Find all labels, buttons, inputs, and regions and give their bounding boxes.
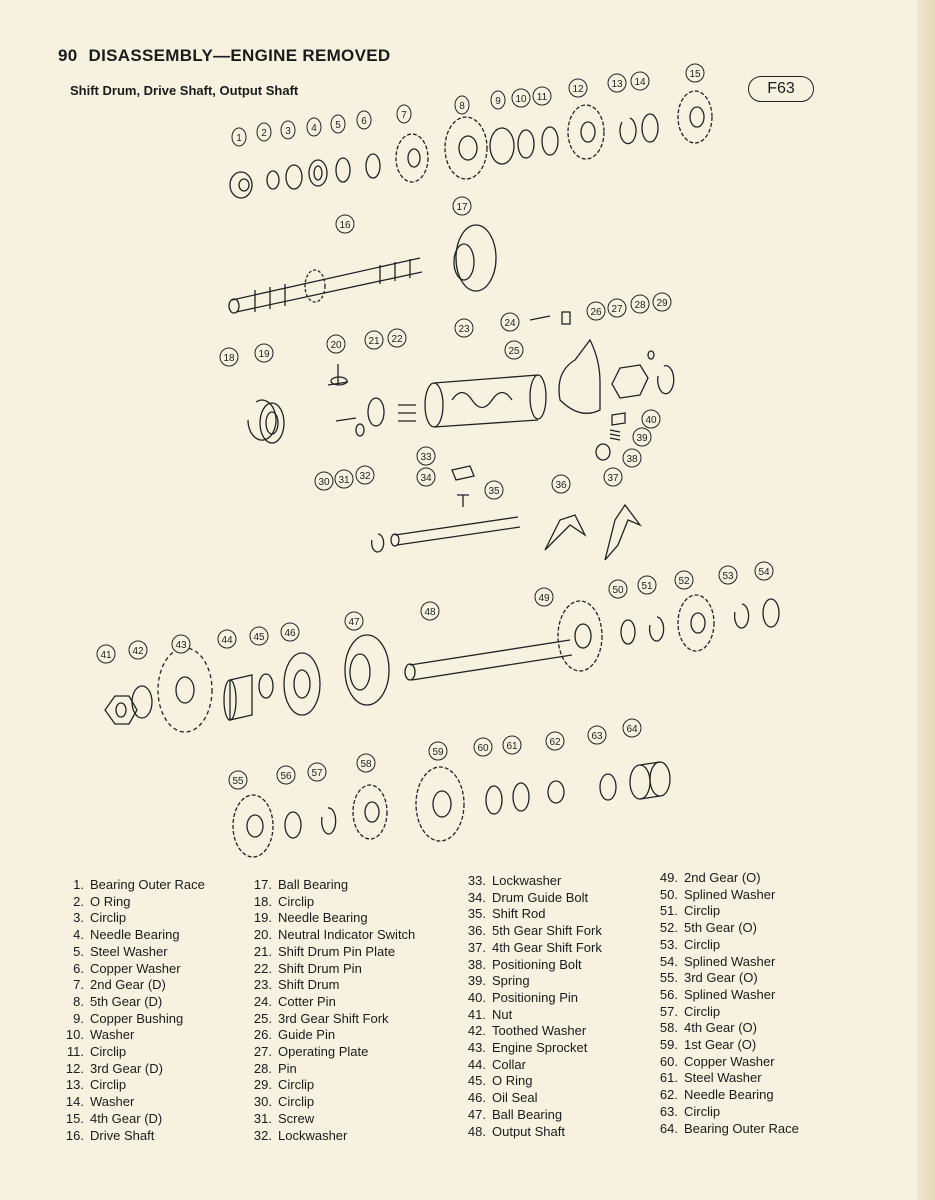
parts-drawing (105, 91, 779, 857)
legend-item: 22. Shift Drum Pin (253, 960, 362, 976)
svg-text:63: 63 (591, 731, 603, 742)
legend-item: 45. O Ring (467, 1073, 533, 1089)
legend-item: 20. Neutral Indicator Switch (253, 927, 416, 943)
svg-text:33: 33 (420, 452, 432, 463)
callout-60 (474, 738, 492, 756)
callout-58 (357, 754, 375, 772)
callout-55 (229, 771, 247, 789)
callout-19 (255, 344, 273, 362)
legend-item: 39. Spring (467, 973, 530, 989)
callout-49 (535, 588, 553, 606)
legend-item: 32. Lockwasher (253, 1127, 348, 1143)
callout-37 (604, 468, 622, 486)
legend-item: 43. Engine Sprocket (467, 1040, 588, 1056)
legend-item: 8. 5th Gear (D) (73, 993, 163, 1009)
callout-4 (307, 118, 321, 136)
svg-text:34: 34 (420, 473, 432, 484)
svg-text:46: 46 (284, 628, 296, 639)
legend-item: 38. Positioning Bolt (467, 956, 582, 972)
svg-text:38: 38 (626, 454, 638, 465)
figure-subtitle: Shift Drum, Drive Shaft, Output Shaft (70, 83, 299, 98)
callout-50 (609, 580, 627, 598)
legend-item: 27. Operating Plate (253, 1044, 369, 1060)
page-title: DISASSEMBLY—ENGINE REMOVED (88, 46, 391, 65)
legend-item: 62. Needle Bearing (659, 1087, 774, 1103)
callout-10 (512, 89, 530, 107)
svg-text:55: 55 (232, 776, 244, 787)
callout-1 (232, 128, 246, 146)
svg-text:62: 62 (549, 737, 561, 748)
legend-item: 4. Needle Bearing (73, 927, 180, 943)
callout-13 (608, 74, 626, 92)
legend-item: 33. Lockwasher (467, 873, 562, 888)
callout-8 (455, 96, 469, 114)
svg-text:9: 9 (495, 96, 501, 107)
callout-45 (250, 627, 268, 645)
callout-32 (356, 466, 374, 484)
svg-text:59: 59 (432, 747, 444, 758)
svg-text:43: 43 (175, 640, 187, 651)
svg-text:30: 30 (318, 477, 330, 488)
callout-48 (421, 602, 439, 620)
svg-text:17: 17 (456, 202, 468, 213)
callout-20 (327, 335, 345, 353)
legend-item: 56. Splined Washer (659, 986, 776, 1002)
callout-18 (220, 348, 238, 366)
callout-3 (281, 121, 295, 139)
svg-text:22: 22 (391, 334, 403, 345)
legend-item: 5. Steel Washer (73, 943, 168, 959)
svg-text:37: 37 (607, 473, 619, 484)
callout-52 (675, 571, 693, 589)
legend-item: 37. 4th Gear Shift Fork (467, 939, 602, 955)
svg-text:40: 40 (645, 415, 657, 426)
legend-item: 23. Shift Drum (253, 977, 340, 993)
callout-51 (638, 576, 656, 594)
legend-item: 48. Output Shaft (467, 1123, 565, 1139)
callout-54 (755, 562, 773, 580)
legend-item: 52. 5th Gear (O) (659, 920, 757, 936)
svg-text:49: 49 (538, 593, 550, 604)
svg-text:24: 24 (504, 318, 516, 329)
legend-item: 6. Copper Washer (73, 960, 181, 976)
legend-item: 2. O Ring (73, 893, 131, 909)
svg-text:6: 6 (361, 116, 367, 127)
legend-item: 63. Circlip (659, 1103, 721, 1119)
legend-item: 54. Splined Washer (659, 953, 776, 969)
legend-item: 17. Ball Bearing (253, 877, 349, 892)
callout-63 (588, 726, 606, 744)
legend-item: 14. Washer (65, 1094, 135, 1110)
svg-text:36: 36 (555, 480, 567, 491)
svg-text:21: 21 (368, 336, 380, 347)
svg-text:8: 8 (459, 101, 465, 112)
svg-text:7: 7 (401, 110, 407, 121)
legend-item: 53. Circlip (659, 936, 721, 952)
legend-item: 31. Screw (253, 1110, 315, 1126)
callout-38 (623, 449, 641, 467)
page-number: 90 (58, 46, 78, 65)
legend-item: 42. Toothed Washer (467, 1023, 587, 1039)
legend-item: 61. Steel Washer (659, 1070, 762, 1086)
callout-61 (503, 736, 521, 754)
parts-legend-column-2 (246, 877, 415, 1144)
svg-text:11: 11 (536, 92, 548, 103)
callout-57 (308, 763, 326, 781)
svg-text:20: 20 (330, 340, 342, 351)
svg-text:48: 48 (424, 607, 436, 618)
legend-item: 44. Collar (467, 1056, 526, 1072)
callout-11 (533, 87, 551, 105)
callout-16 (336, 215, 354, 233)
legend-item: 47. Ball Bearing (467, 1106, 563, 1122)
callout-53 (719, 566, 737, 584)
legend-item: 46. Oil Seal (467, 1090, 538, 1106)
callout-2 (257, 123, 271, 141)
svg-text:64: 64 (626, 724, 638, 735)
callout-25 (505, 341, 523, 359)
callout-64 (623, 719, 641, 737)
svg-text:5: 5 (335, 120, 341, 131)
legend-item: 13. Circlip (65, 1077, 127, 1093)
callout-33 (417, 447, 435, 465)
legend-item: 25. 3rd Gear Shift Fork (253, 1010, 389, 1026)
svg-text:29: 29 (656, 298, 668, 309)
svg-text:25: 25 (508, 346, 520, 357)
svg-text:3: 3 (285, 126, 291, 137)
svg-text:19: 19 (258, 349, 270, 360)
legend-item: 12. 3rd Gear (D) (65, 1060, 163, 1076)
svg-text:31: 31 (338, 475, 350, 486)
callout-59 (429, 742, 447, 760)
callout-36 (552, 475, 570, 493)
legend-item: 30. Circlip (253, 1094, 315, 1110)
callout-42 (129, 641, 147, 659)
svg-text:26: 26 (590, 307, 602, 318)
svg-text:28: 28 (634, 300, 646, 311)
legend-item: 34. Drum Guide Bolt (467, 889, 589, 905)
legend-item: 26. Guide Pin (253, 1027, 336, 1043)
callout-7 (397, 105, 411, 123)
callout-6 (357, 111, 371, 129)
svg-text:12: 12 (572, 84, 584, 95)
svg-text:54: 54 (758, 567, 770, 578)
svg-text:16: 16 (339, 220, 351, 231)
callout-27 (608, 299, 626, 317)
svg-text:60: 60 (477, 743, 489, 754)
svg-text:1: 1 (236, 133, 242, 144)
callout-28 (631, 295, 649, 313)
callout-43 (172, 635, 190, 653)
svg-text:57: 57 (311, 768, 323, 779)
legend-item: 50. Splined Washer (659, 886, 776, 902)
legend-item: 1. Bearing Outer Race (73, 877, 205, 892)
callout-46 (281, 623, 299, 641)
svg-text:47: 47 (348, 617, 360, 628)
svg-text:14: 14 (634, 77, 646, 88)
svg-text:50: 50 (612, 585, 624, 596)
legend-item: 29. Circlip (253, 1077, 315, 1093)
callout-40 (642, 410, 660, 428)
callout-29 (653, 293, 671, 311)
parts-legend-column-1 (58, 877, 205, 1144)
svg-text:41: 41 (100, 650, 112, 661)
legend-item: 18. Circlip (253, 893, 315, 909)
legend-item: 51. Circlip (659, 903, 721, 919)
parts-legend-column-3 (460, 873, 602, 1140)
callout-15 (686, 64, 704, 82)
legend-item: 3. Circlip (73, 910, 127, 926)
callout-22 (388, 329, 406, 347)
svg-text:44: 44 (221, 635, 233, 646)
svg-text:35: 35 (488, 486, 500, 497)
legend-item: 64. Bearing Outer Race (659, 1120, 799, 1136)
legend-item: 15. 4th Gear (D) (65, 1110, 163, 1126)
callout-34 (417, 468, 435, 486)
legend-item: 9. Copper Bushing (73, 1010, 184, 1026)
svg-text:23: 23 (458, 324, 470, 335)
callout-24 (501, 313, 519, 331)
svg-text:13: 13 (611, 79, 623, 90)
legend-item: 58. 4th Gear (O) (659, 1020, 757, 1036)
svg-text:51: 51 (641, 581, 653, 592)
svg-text:56: 56 (280, 771, 292, 782)
legend-item: 24. Cotter Pin (253, 993, 336, 1009)
legend-item: 7. 2nd Gear (D) (73, 977, 166, 993)
callout-39 (633, 428, 651, 446)
callout-47 (345, 612, 363, 630)
callout-14 (631, 72, 649, 90)
legend-item: 21. Shift Drum Pin Plate (253, 943, 396, 959)
callout-35 (485, 481, 503, 499)
callout-12 (569, 79, 587, 97)
svg-text:10: 10 (515, 94, 527, 105)
svg-text:4: 4 (311, 123, 317, 134)
legend-item: 41. Nut (467, 1006, 513, 1022)
legend-item: 49. 2nd Gear (O) (659, 870, 761, 885)
legend-item: 55. 3rd Gear (O) (659, 970, 758, 986)
callout-17 (453, 197, 471, 215)
svg-text:39: 39 (636, 433, 648, 444)
svg-text:27: 27 (611, 304, 623, 315)
svg-text:58: 58 (360, 759, 372, 770)
legend-item: 35. Shift Rod (467, 906, 546, 922)
legend-item: 59. 1st Gear (O) (659, 1037, 757, 1053)
legend-item: 60. Copper Washer (659, 1053, 775, 1069)
callout-26 (587, 302, 605, 320)
svg-text:18: 18 (223, 353, 235, 364)
callout-41 (97, 645, 115, 663)
legend-item: 57. Circlip (659, 1003, 721, 1019)
callout-21 (365, 331, 383, 349)
svg-text:52: 52 (678, 576, 690, 587)
legend-item: 36. 5th Gear Shift Fork (467, 923, 602, 939)
svg-text:32: 32 (359, 471, 371, 482)
callout-5 (331, 115, 345, 133)
legend-item: 19. Needle Bearing (253, 910, 368, 926)
svg-text:53: 53 (722, 571, 734, 582)
callout-44 (218, 630, 236, 648)
legend-item: 28. Pin (253, 1060, 297, 1076)
parts-legend-column-4 (652, 870, 799, 1137)
legend-item: 16. Drive Shaft (65, 1127, 155, 1143)
callout-9 (491, 91, 505, 109)
legend-item: 10. Washer (65, 1027, 135, 1043)
callout-31 (335, 470, 353, 488)
svg-text:61: 61 (506, 741, 518, 752)
svg-text:45: 45 (253, 632, 265, 643)
svg-text:15: 15 (689, 69, 701, 80)
callout-62 (546, 732, 564, 750)
callout-30 (315, 472, 333, 490)
legend-item: 40. Positioning Pin (467, 989, 578, 1005)
figure-label: F63 (748, 76, 814, 102)
callout-23 (455, 319, 473, 337)
svg-text:42: 42 (132, 646, 144, 657)
svg-text:2: 2 (261, 128, 267, 139)
legend-item: 11. Circlip (66, 1044, 127, 1060)
callout-56 (277, 766, 295, 784)
